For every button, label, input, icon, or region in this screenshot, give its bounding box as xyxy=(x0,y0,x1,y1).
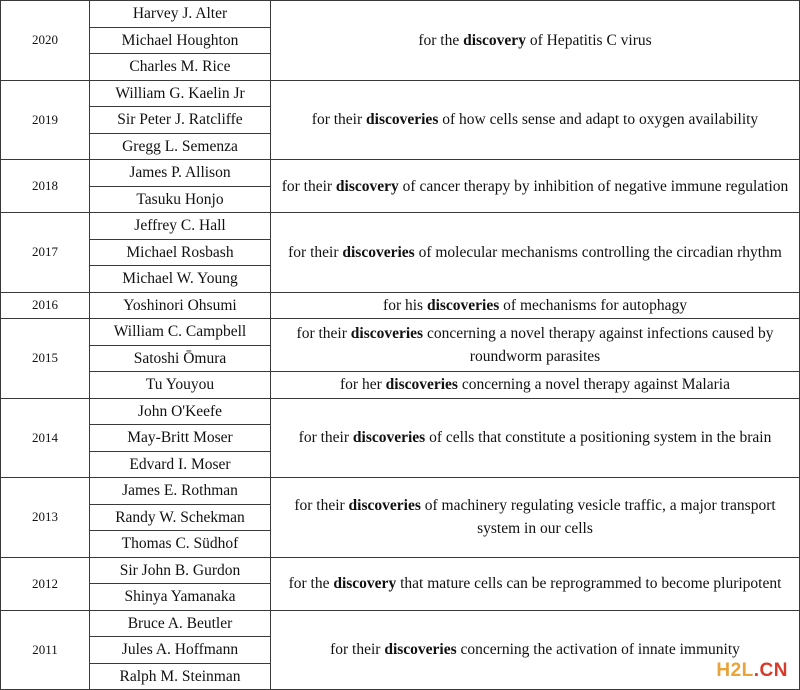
laureate-cell: Bruce A. Beutler xyxy=(90,610,271,637)
year-cell: 2016 xyxy=(1,292,90,319)
citation-keyword: discovery xyxy=(333,575,397,592)
year-cell: 2011 xyxy=(1,610,90,690)
citation-keyword: discoveries xyxy=(342,243,415,261)
citation-cell xyxy=(271,398,800,478)
year-cell: 2012 xyxy=(1,557,90,610)
year-cell: 2013 xyxy=(1,478,90,558)
citation-keyword: discoveries xyxy=(348,497,421,515)
citation-post: of mechanisms for autophagy xyxy=(499,296,687,314)
citation-pre: for their xyxy=(294,497,349,515)
citation-pre: for their xyxy=(298,429,353,447)
laureate-cell: Yoshinori Ohsumi xyxy=(90,292,271,319)
table-row xyxy=(1,213,800,240)
citation-cell xyxy=(271,372,800,399)
table-row xyxy=(1,160,800,187)
citation-cell xyxy=(271,478,800,558)
watermark-logo xyxy=(716,660,788,682)
citation-pre: for their xyxy=(281,177,336,195)
laureate-cell: Tasuku Honjo xyxy=(90,186,271,213)
citation-cell xyxy=(271,213,800,293)
citation-post: concerning a novel therapy against Malaria xyxy=(457,376,730,394)
table-row xyxy=(1,319,800,346)
laureate-cell: Randy W. Schekman xyxy=(90,504,271,531)
laureate-cell: Shinya Yamanaka xyxy=(90,584,271,611)
citation-pre: for the xyxy=(288,575,334,592)
citation-keyword: discoveries xyxy=(366,111,439,129)
laureate-cell: Michael Houghton xyxy=(90,27,271,54)
year-cell: 2015 xyxy=(1,319,90,399)
citation-post: of cancer therapy by inhibition of negative immune regulation xyxy=(398,177,789,195)
laureate-cell: James P. Allison xyxy=(90,160,271,187)
citation-post: of how cells sense and adapt to oxygen availability xyxy=(438,111,759,129)
citation-pre: for the xyxy=(418,31,464,49)
laureate-cell: William G. Kaelin Jr xyxy=(90,80,271,107)
table-row xyxy=(1,292,800,319)
citation-post: that mature cells can be reprogrammed to become pluripotent xyxy=(396,575,782,592)
year-cell: 2014 xyxy=(1,398,90,478)
laureate-cell: William C. Campbell xyxy=(90,319,271,346)
year-cell: 2020 xyxy=(1,1,90,81)
citation-pre: for their xyxy=(311,111,367,129)
citation-post: of cells that constitute a positioning system in the brain xyxy=(425,429,772,447)
citation-keyword: discovery xyxy=(463,31,526,49)
citation-keyword: discoveries xyxy=(384,641,457,659)
laureate-cell: Satoshi Ōmura xyxy=(90,345,271,372)
year-cell: 2019 xyxy=(1,80,90,160)
laureate-cell: Ralph M. Steinman xyxy=(90,663,271,690)
citation-pre: for their xyxy=(288,243,343,261)
citation-pre: for her xyxy=(340,376,386,394)
table-row xyxy=(1,478,800,505)
year-cell: 2017 xyxy=(1,213,90,293)
laureate-cell: John O'Keefe xyxy=(90,398,271,425)
watermark-part2: .CN xyxy=(753,660,788,681)
citation-pre: for his xyxy=(383,296,427,314)
citation-post: of Hepatitis C virus xyxy=(525,31,652,49)
citation-pre: for their xyxy=(330,641,385,659)
citation-keyword: discoveries xyxy=(350,325,424,342)
citation-cell xyxy=(271,160,800,213)
laureate-cell: James E. Rothman xyxy=(90,478,271,505)
table-row xyxy=(1,557,800,584)
laureate-cell: Thomas C. Südhof xyxy=(90,531,271,558)
laureate-cell: Sir John B. Gurdon xyxy=(90,557,271,584)
laureate-cell: Jeffrey C. Hall xyxy=(90,213,271,240)
watermark-part1: H2L xyxy=(716,660,754,681)
citation-cell xyxy=(271,80,800,160)
laureate-cell: Michael Rosbash xyxy=(90,239,271,266)
laureate-cell: Jules A. Hoffmann xyxy=(90,637,271,664)
citation-keyword: discoveries xyxy=(352,429,426,447)
citation-keyword: discoveries xyxy=(426,296,500,314)
citation-cell xyxy=(271,319,800,372)
table-row xyxy=(1,80,800,107)
year-cell: 2018 xyxy=(1,160,90,213)
citation-post: of machinery regulating vesicle traffic, a major transport system in our cells xyxy=(420,497,776,538)
citation-keyword: discovery xyxy=(335,177,399,195)
laureate-cell: Harvey J. Alter xyxy=(90,1,271,28)
citation-keyword: discoveries xyxy=(385,376,458,394)
citation-cell xyxy=(271,557,800,610)
citation-cell xyxy=(271,1,800,81)
laureate-cell: Michael W. Young xyxy=(90,266,271,293)
laureate-cell: Gregg L. Semenza xyxy=(90,133,271,160)
laureate-cell: Sir Peter J. Ratcliffe xyxy=(90,107,271,134)
table-row xyxy=(1,398,800,425)
table-row xyxy=(1,372,800,399)
laureate-cell: Charles M. Rice xyxy=(90,54,271,81)
citation-post: of molecular mechanisms controlling the circadian rhythm xyxy=(414,243,782,261)
table-row xyxy=(1,1,800,28)
table-row xyxy=(1,610,800,637)
laureate-cell: Tu Youyou xyxy=(90,372,271,399)
citation-post: concerning a novel therapy against infections caused by roundworm parasites xyxy=(423,325,774,365)
citation-cell xyxy=(271,292,800,319)
citation-post: concerning the activation of innate immunity xyxy=(456,641,740,659)
laureate-cell: Edvard I. Moser xyxy=(90,451,271,478)
citation-pre: for their xyxy=(296,325,351,342)
laureate-cell: May-Britt Moser xyxy=(90,425,271,452)
